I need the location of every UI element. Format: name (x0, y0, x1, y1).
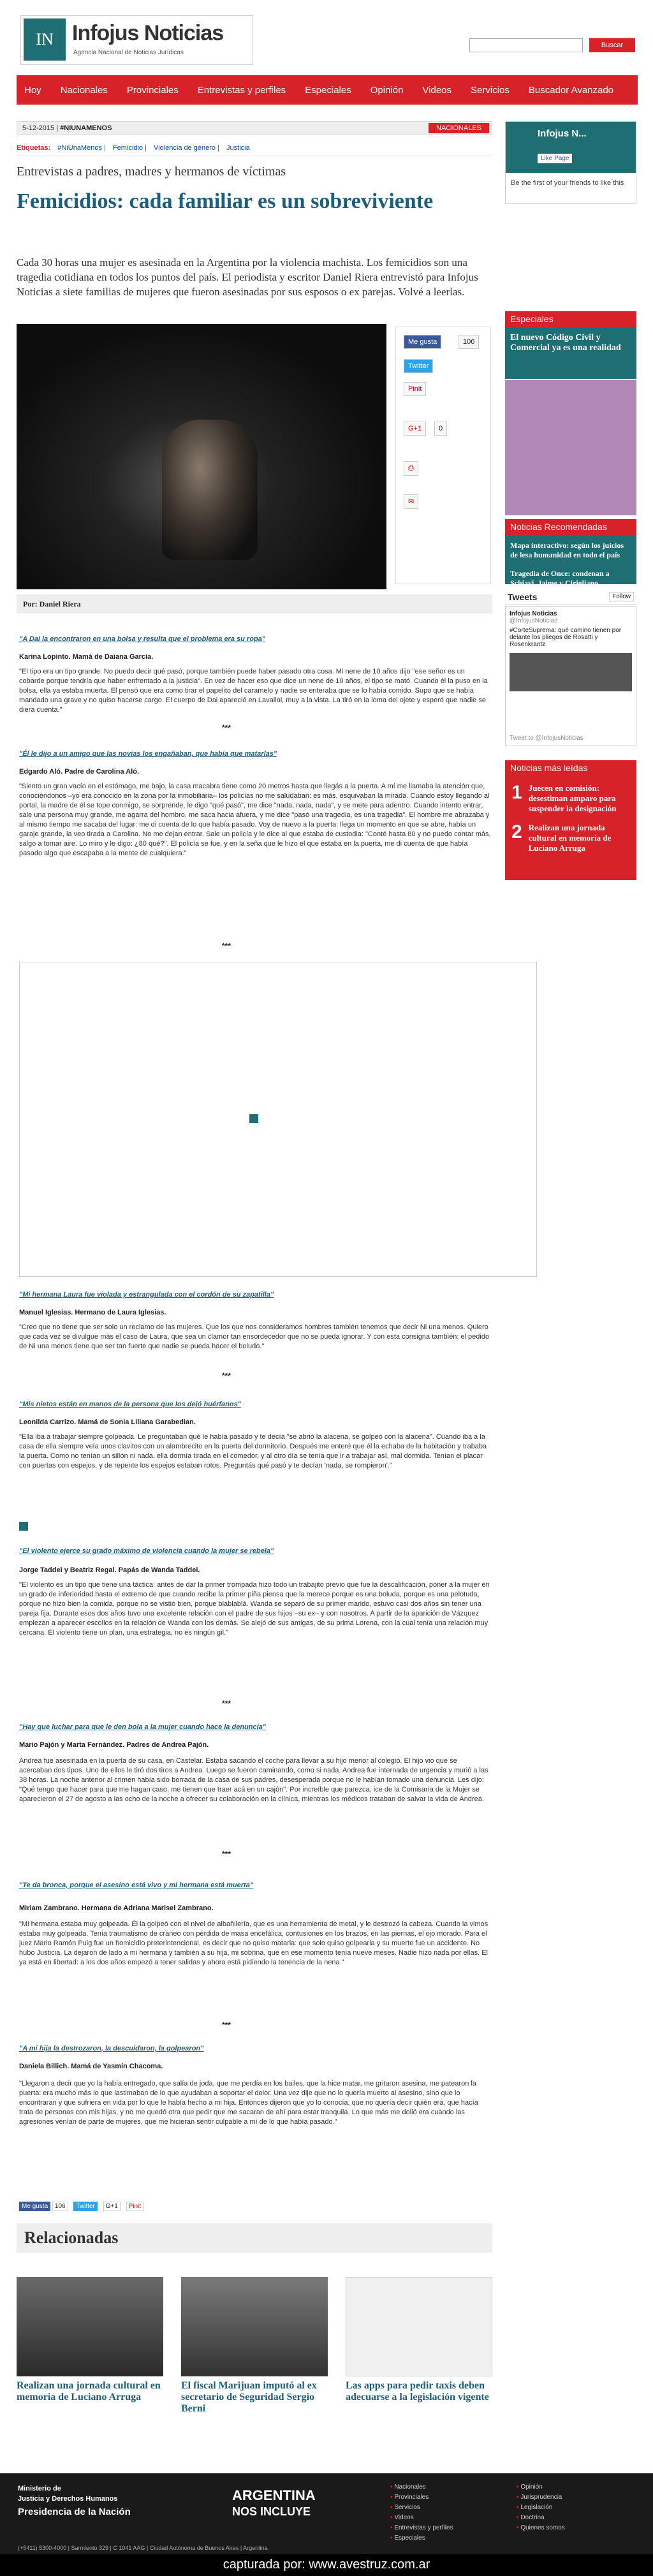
print-icon[interactable]: ⎙ (404, 461, 418, 476)
section-badge[interactable]: NACIONALES (429, 123, 489, 133)
footer-link[interactable]: ▪ Entrevistas y perfiles (390, 2524, 453, 2531)
related-image[interactable] (346, 2277, 492, 2376)
testimony: "Ella iba a trabajar siempre golpeada. Le preguntaban qué le había pasado y te decía "se abrió la alacena, se golpeó con la alacena". Cuando iba a la casa de ella siempre veía unos clavitos con un alambrecito en la puerta del dormitorio. Después me enteré que él la echaba de la habitación y trababa la puerta. Como no tenían un sillón ni nada, ella dormía tirada en el comedor, y al otro día se tenía que ir a trabajar así, mal dormida. Tenían el placar con puertas con espejos, y de repente los espejos estaban rotos. Preguntás qué pasó y te decían 'nada, se rompieron'." (19, 1433, 487, 1469)
most-read-list (505, 777, 636, 880)
nav-hoy[interactable]: Hoy (24, 84, 41, 96)
quote-link[interactable]: "Hay que luchar para que le den bola a la mujer cuando hace la denuncia" (19, 1723, 266, 1731)
footer-link[interactable]: ▪ Especiales (390, 2535, 425, 2542)
nav-opinion[interactable]: Opinión (370, 84, 404, 96)
photo-subject (162, 420, 258, 560)
gplus-button[interactable]: G+1 (103, 2202, 121, 2211)
footer-link[interactable]: ▪ Doctrina (517, 2514, 545, 2521)
tag-link[interactable]: Justicia (226, 144, 250, 152)
most-read-number: 2 (511, 821, 522, 843)
separator: *** (221, 1850, 231, 1858)
date-separator: | (56, 124, 59, 132)
brand-name: Infojus Noticias (72, 21, 224, 45)
footer-ministry: Ministerio de (18, 2485, 61, 2492)
facebook-cover (506, 122, 636, 173)
speaker: Karina Lopinto. Mamá de Daiana García. (19, 653, 154, 661)
testimony: "Llegaron a decir que yo la había entregado, que salía de joda, que me perdía en los bailes, que la hice matar, me gritaron asesina, me patearon la puerta: era mucho más lo que lastimaban de lo que ayudaban a soportar el dolor. Una vez dije que no lo quería muerto al asesino, sino que lo encontraran y que sufriera en vida por lo que le había hecho a mi hija. Entonces dijeron que yo lo conocía, que no quería decir quién era, que hacía trata de personas con mis hijas, y no me quedó otra que pedir que me sacaran de ahí para estar tranquila. Lo que más me dolió era cuando las agresiones venían de parte de mujeres, que me hicieran sentir culpable a mí de lo que había pasado." (19, 2080, 478, 2126)
nav-entrevistas[interactable]: Entrevistas y perfiles (197, 84, 286, 96)
search-input[interactable] (469, 38, 583, 52)
share-column (395, 327, 491, 584)
article-photo (17, 324, 386, 589)
separator: *** (221, 1699, 231, 1708)
tweet-author[interactable]: Infojus Noticias (510, 610, 557, 617)
nav-videos[interactable]: Videos (422, 84, 452, 96)
tag-link[interactable]: #NiUnaMenos (57, 144, 102, 152)
quote-link[interactable]: "Él le dijo a un amigo que las novias los engañaban, que había que matarlas" (19, 750, 277, 758)
nav-provinciales[interactable]: Provinciales (126, 84, 179, 96)
related-link[interactable]: Realizan una jornada cultural en memoria de Luciano Arruga (17, 2380, 161, 2403)
footer-link[interactable]: ▪ Legislación (517, 2504, 552, 2511)
speaker: Daniela Billich. Mamá de Yasmín Chacoma. (19, 2063, 163, 2070)
related-image[interactable] (17, 2277, 163, 2376)
recommended-link[interactable]: Tragedia de Once: condenan a Schiavi, Jaime y Cirigliano (510, 569, 610, 587)
recommended-link[interactable]: Mapa interactivo: según los juicios de lesa humanidad en todo el país (510, 541, 624, 559)
embedded-video[interactable] (19, 962, 537, 1277)
most-read-title: Juecen en comisión: desestiman amparo para suspender la designación (528, 783, 617, 813)
testimony: "El violento es un tipo que tiene una táctica: antes de dar la primer trompada hizo todo un trabajito previo que fue la descalificación, poner a la mujer en un grado de inferioridad hasta el extremo de que cuando recibe la primer piña piensa que la merece porque es una boluda, porque es una pelotuda, porque no hizo bien la comida, porque no se vistió bien, porque blablablá. Wanda se separó de su primer marido, estuvo casi dos años sin tener una pareja fija. Durante esos dos años tuvo una excelente relación con el padre de sus hijos –su ex– y con nosotros. A partir de la aparición de Vázquez empiezan a aparecer escollos en la relación de Wanda con los demás. Se alejó de sus amigas, de su prima Lorena, con la cual tenía una relación muy cercana. El violento tiene un plan, una estrategia, no es ningún gil." (19, 1581, 490, 1637)
footer-link[interactable]: ▪ Nacionales (390, 2484, 426, 2491)
tweet-handle[interactable]: @InfojusNoticias (510, 617, 558, 624)
most-read-item[interactable] (511, 783, 630, 814)
main-nav (17, 75, 638, 105)
footer-address: (+5411) 5300-4000 | Sarmiento 329 | C 1041 AAG | Ciudad Autónoma de Buenos Aires | Argentina (18, 2545, 268, 2551)
fb-label: Me gusta (408, 338, 437, 346)
tweets-title: Tweets (508, 592, 538, 602)
site-logo[interactable] (20, 15, 253, 65)
twitter-button[interactable]: Twitter (73, 2202, 97, 2211)
speaker: Leonilda Carrizo. Mamá de Sonia Liliana Garabedian. (19, 1418, 196, 1426)
site-header (0, 0, 653, 71)
photo-caption: Por: Daniel Riera (17, 594, 492, 614)
testimony: Andrea fue asesinada en la puerta de su casa, en Castelar. Estaba sacando el coche para llevar a su hijo menor al colegio. El hijo vio que se acercaban dos tipos. Uno de ellos le tiró dos tiros a Andrea. Luego se fueron caminando, como si nada. Andrea fue internada de urgencia y murió a las 38 horas. La noche anterior al crimen había sido borrada de la casa de sus padres, desesperada porque no le habían tomado una denuncia. Les dijo: "Qué tengo que hacer para que me hagan caso, me tienen que traer acá en un cajón". Por increíble que parezca, ice de la Comisaría de la Mujer se aparecieron el 27 de agosto a las ocho de la noche a ofrecer su colaboración en la clínica, mientras los médicos trataban de salvar la vida de Andrea. (19, 1757, 488, 1803)
speaker: Mario Pajón y Marta Fernández. Padres de Andrea Pajón. (19, 1741, 209, 1749)
twitter-follow-button[interactable]: Follow (609, 592, 634, 601)
article-title: Femicidios: cada familiar es un sobreviviente (17, 189, 434, 213)
facebook-count: 106 (52, 2202, 68, 2211)
brand-subtitle: Agencia Nacional de Noticias Jurídicas (73, 49, 184, 56)
footer-link[interactable]: ▪ Videos (390, 2514, 414, 2521)
facebook-like-button[interactable]: Me gusta (19, 2202, 50, 2211)
fb-brand: Infojus N... (538, 128, 587, 139)
speaker: Edgardo Aló. Padre de Carolina Aló. (19, 768, 140, 776)
specials-heading: Especiales (505, 311, 636, 328)
testimony: "Mi hermana estaba muy golpeada. Él la golpeó con el nivel de albañilería, que es una herramienta de metal, y le destrozó la cabeza. Cuando la vimos estaba muy golpeada. Tenía traumatismo de cráneo con pérdida de masa encefálica, contusiones en los brazos, en las piernas, el ojo morado. Para el juez Mario Ramón Puig fue un homicidio preterintencional, es decir que no quiso matarla: que solo quiso golpearla y su muerte fue un accidente. No hubo Justicia. La dejaron de lado a mi hermana y también a su hija, mi sobrina, que en ese momento tenía nueve meses. Nadie hizo nada por ellas. El ya está en libertad: a los dos años empezó a tener salidas y ahora está pidiendo la tenencia de la nena." (19, 1920, 488, 1966)
capture-credit: capturada por: www.avestruz.com.ar (0, 2554, 653, 2576)
facebook-like-button[interactable] (404, 335, 441, 349)
article-lede: Cada 30 horas una mujer es asesinada en la Argentina por la violencia machista. Los femicidios son una tragedia cotidiana en todos los puntos del país. El periodista y escritor Daniel Riera entrevistó para Infojus Noticias a siete familias de mujeres que fueron asesinadas por sus esposos o ex parejas. Volvé a leerlas. (17, 256, 478, 298)
most-read-number: 1 (511, 782, 522, 803)
bottom-share-bar (19, 2203, 491, 2216)
hashtag[interactable]: #NIUNAMENOS (60, 124, 112, 132)
twitter-button[interactable]: Twitter (404, 359, 433, 373)
logo-mark: IN (24, 18, 66, 61)
quote-link[interactable]: "Mi hermana Laura fue violada y estrangulada con el cordón de su zapatilla" (19, 1291, 274, 1299)
most-read-title: Realizan una jornada cultural en memoria de Luciano Arruga (528, 823, 612, 853)
most-read-heading: Noticias más leídas (505, 760, 636, 777)
fb-friends-text: Be the first of your friends to like this (511, 179, 624, 187)
twitter-timeline (505, 606, 636, 746)
gplus-button[interactable]: G+1 (404, 422, 426, 436)
tags-label: Etiquetas: (17, 144, 51, 152)
search-button[interactable]: Buscar (589, 38, 635, 52)
article-kicker: Entrevistas a padres, madres y hermanos de víctimas (17, 165, 286, 179)
tag-link[interactable]: Violencia de género (154, 144, 216, 152)
testimony: "Creo que no tiene que ser solo un reclamo de las mujeres. Que los que nos consideramos hombres también tenemos que decir Ni una menos. Quiero que cada vez se divulgue más el caso de Laura, que sea un clamor tan ensordecedor que no se pueda ignorar. Y con esta consigna también: el pedido de Ni una menos tiene que ser tan fuerte que nadie se pueda hacer el boludo." (19, 1323, 490, 1350)
separator: *** (221, 1371, 231, 1380)
footer-slogan-1: ARGENTINA (232, 2487, 316, 2503)
date-bar (17, 121, 492, 135)
footer-presidency: Presidencia de la Nación (18, 2506, 131, 2517)
footer-link[interactable]: ▪ Servicios (390, 2504, 420, 2511)
tweet-text: #CorteSuprema: qué camino tienen por delante los pliegos de Rosatti y Rosenkrantz (510, 627, 622, 648)
pinterest-button[interactable]: Pinit (404, 382, 426, 396)
separator: *** (221, 941, 231, 950)
related-image[interactable] (181, 2277, 328, 2376)
related-link[interactable]: El fiscal Marijuan imputó al ex secretario de Seguridad Sergio Berni (181, 2380, 317, 2414)
footer-link[interactable]: ▪ Quienes somos (517, 2524, 565, 2531)
email-icon[interactable]: ✉ (404, 494, 418, 509)
fb-like-page-button[interactable]: Like Page (538, 154, 572, 163)
nav-servicios[interactable]: Servicios (471, 84, 510, 96)
tag-link[interactable]: Femicidio (112, 144, 143, 152)
footer-link[interactable]: ▪ Opinión (517, 2484, 543, 2491)
recommended-list (505, 536, 636, 587)
article-date: 5-12-2015 (22, 124, 55, 132)
special-image[interactable] (505, 380, 636, 515)
tweet-to-link[interactable]: Tweet to @InfojusNoticias (510, 735, 583, 742)
recommended-heading: Noticias Recomendadas (505, 519, 636, 536)
pinterest-button[interactable]: Pinit (126, 2202, 143, 2211)
quote-link[interactable]: "A Dai la encontraron en una bolsa y resulta que el problema era su ropa" (19, 635, 265, 643)
facebook-widget (505, 121, 636, 204)
video-placeholder-icon (249, 1114, 258, 1123)
facebook-count: 106 (459, 335, 479, 349)
related-link[interactable]: Las apps para pedir taxis deben adecuarse a la legislación vigente (346, 2380, 489, 2403)
nav-nacionales[interactable]: Nacionales (60, 84, 108, 96)
footer-ministry-name: Justicia y Derechos Humanos (18, 2495, 118, 2503)
speaker: Miriam Zambrano. Hermana de Adriana Marisel Zambrano. (19, 1904, 214, 1912)
footer-slogan-2: NOS INCLUYE (232, 2505, 311, 2518)
quote-link[interactable]: "El violento ejerce su grado máximo de violencia cuando la mujer se rebela" (19, 1547, 274, 1555)
gplus-count: 0 (434, 422, 447, 436)
quote-link[interactable]: "A mi hija la destrozaron, la descuidaron, la golpearon" (19, 2045, 204, 2052)
speaker: Manuel Iglesias. Hermano de Laura Iglesias. (19, 1309, 166, 1316)
testimony: "El tipo era un tipo grande. No puedo decir qué pasó, porque también puede haber pasado otra cosa. Mi nene de 10 años dijo "ese señor es un cobarde porque tendría que haber enfrentado a la justicia". En vez de hacer eso que dice un nene de 10 años, el tipo se mató. Cuando él la puso en la bolsa, ella ya estaba muerta. El pensó que era como tirar el papelito del caramelo y nadie se enteraba que se lo había comido. Supo que se había mandado una grave y no quiso hacerse cargo. El cuerpo de Dai apareció en Lavallol, muy a la vista. La tiró en la loma del ojete y esperó que nadie se diera cuenta." (19, 668, 488, 714)
footer-link[interactable]: ▪ Jurisprudencia (517, 2494, 562, 2501)
tweets-heading (505, 589, 636, 605)
speaker: Jorge Taddei y Beatriz Regal. Papás de Wanda Taddei. (19, 1566, 200, 1574)
tags-row: Etiquetas: #NiUnaMenos | Femicidio | Violencia de género | Justicia (17, 144, 492, 156)
quote-link[interactable]: "Te da bronca, porque el asesino está vivo y mi hermana está muerta" (19, 1881, 254, 1889)
footer-link[interactable]: ▪ Provinciales (390, 2494, 429, 2501)
separator: *** (221, 723, 231, 732)
nav-buscador[interactable]: Buscador Avanzado (528, 84, 614, 96)
testimony: "Siento un gran vacío en el estómago, me bajo, la casa macabra tiene como 20 metros hasta que llegás a la puerta. A mí me llamaba la atención que, conociéndonos –yo era conocido en la zona por la inmobiliaria– los policías no me saludaban: es más, esquivaban la mirada. Cuando estoy llegando al portal, la madre de él se tope conmigo, se sorprende, le digo "qué pasó", me dice "nada, nada, nada", y se mete para adentro. Cuando intento entrar, sale una persona muy grande, me agarra del hombro, me saca hacia afuera, y me dice "pasó una tragedia, es una tragedia". El hombre me abrazaba y al mismo tiempo me sacaba del lugar: me di cuenta de lo que había pasado. Voy de nuevo a la puerta: llega un momento en que se abre, había un garaje grande, la veo tirada a Carolina. No me dejan entrar. Sale un policía y le dice al que estaba de custodia: "Conté hasta 80 y no puedo contar más, salgo a tomar aire. Lo miro y le digo: ¿80 qué?". El policía se fue, y en la seña que le hizo el que estaba en la puerta, me di cuenta de que había pasado algo que escapaba a la mente de cualquiera." (19, 783, 491, 857)
tweet-image[interactable] (510, 653, 632, 691)
separator: *** (221, 2020, 231, 2029)
related-heading: Relacionadas (17, 2223, 492, 2253)
image-placeholder-icon (19, 1522, 28, 1531)
special-link[interactable]: El nuevo Código Civil y Comercial ya es una realidad (505, 328, 636, 379)
site-footer (0, 2473, 653, 2554)
nav-especiales[interactable]: Especiales (305, 84, 351, 96)
quote-link[interactable]: "Mis nietos están en manos de la persona que los dejó huérfanos" (19, 1401, 241, 1408)
most-read-item[interactable] (511, 823, 630, 853)
